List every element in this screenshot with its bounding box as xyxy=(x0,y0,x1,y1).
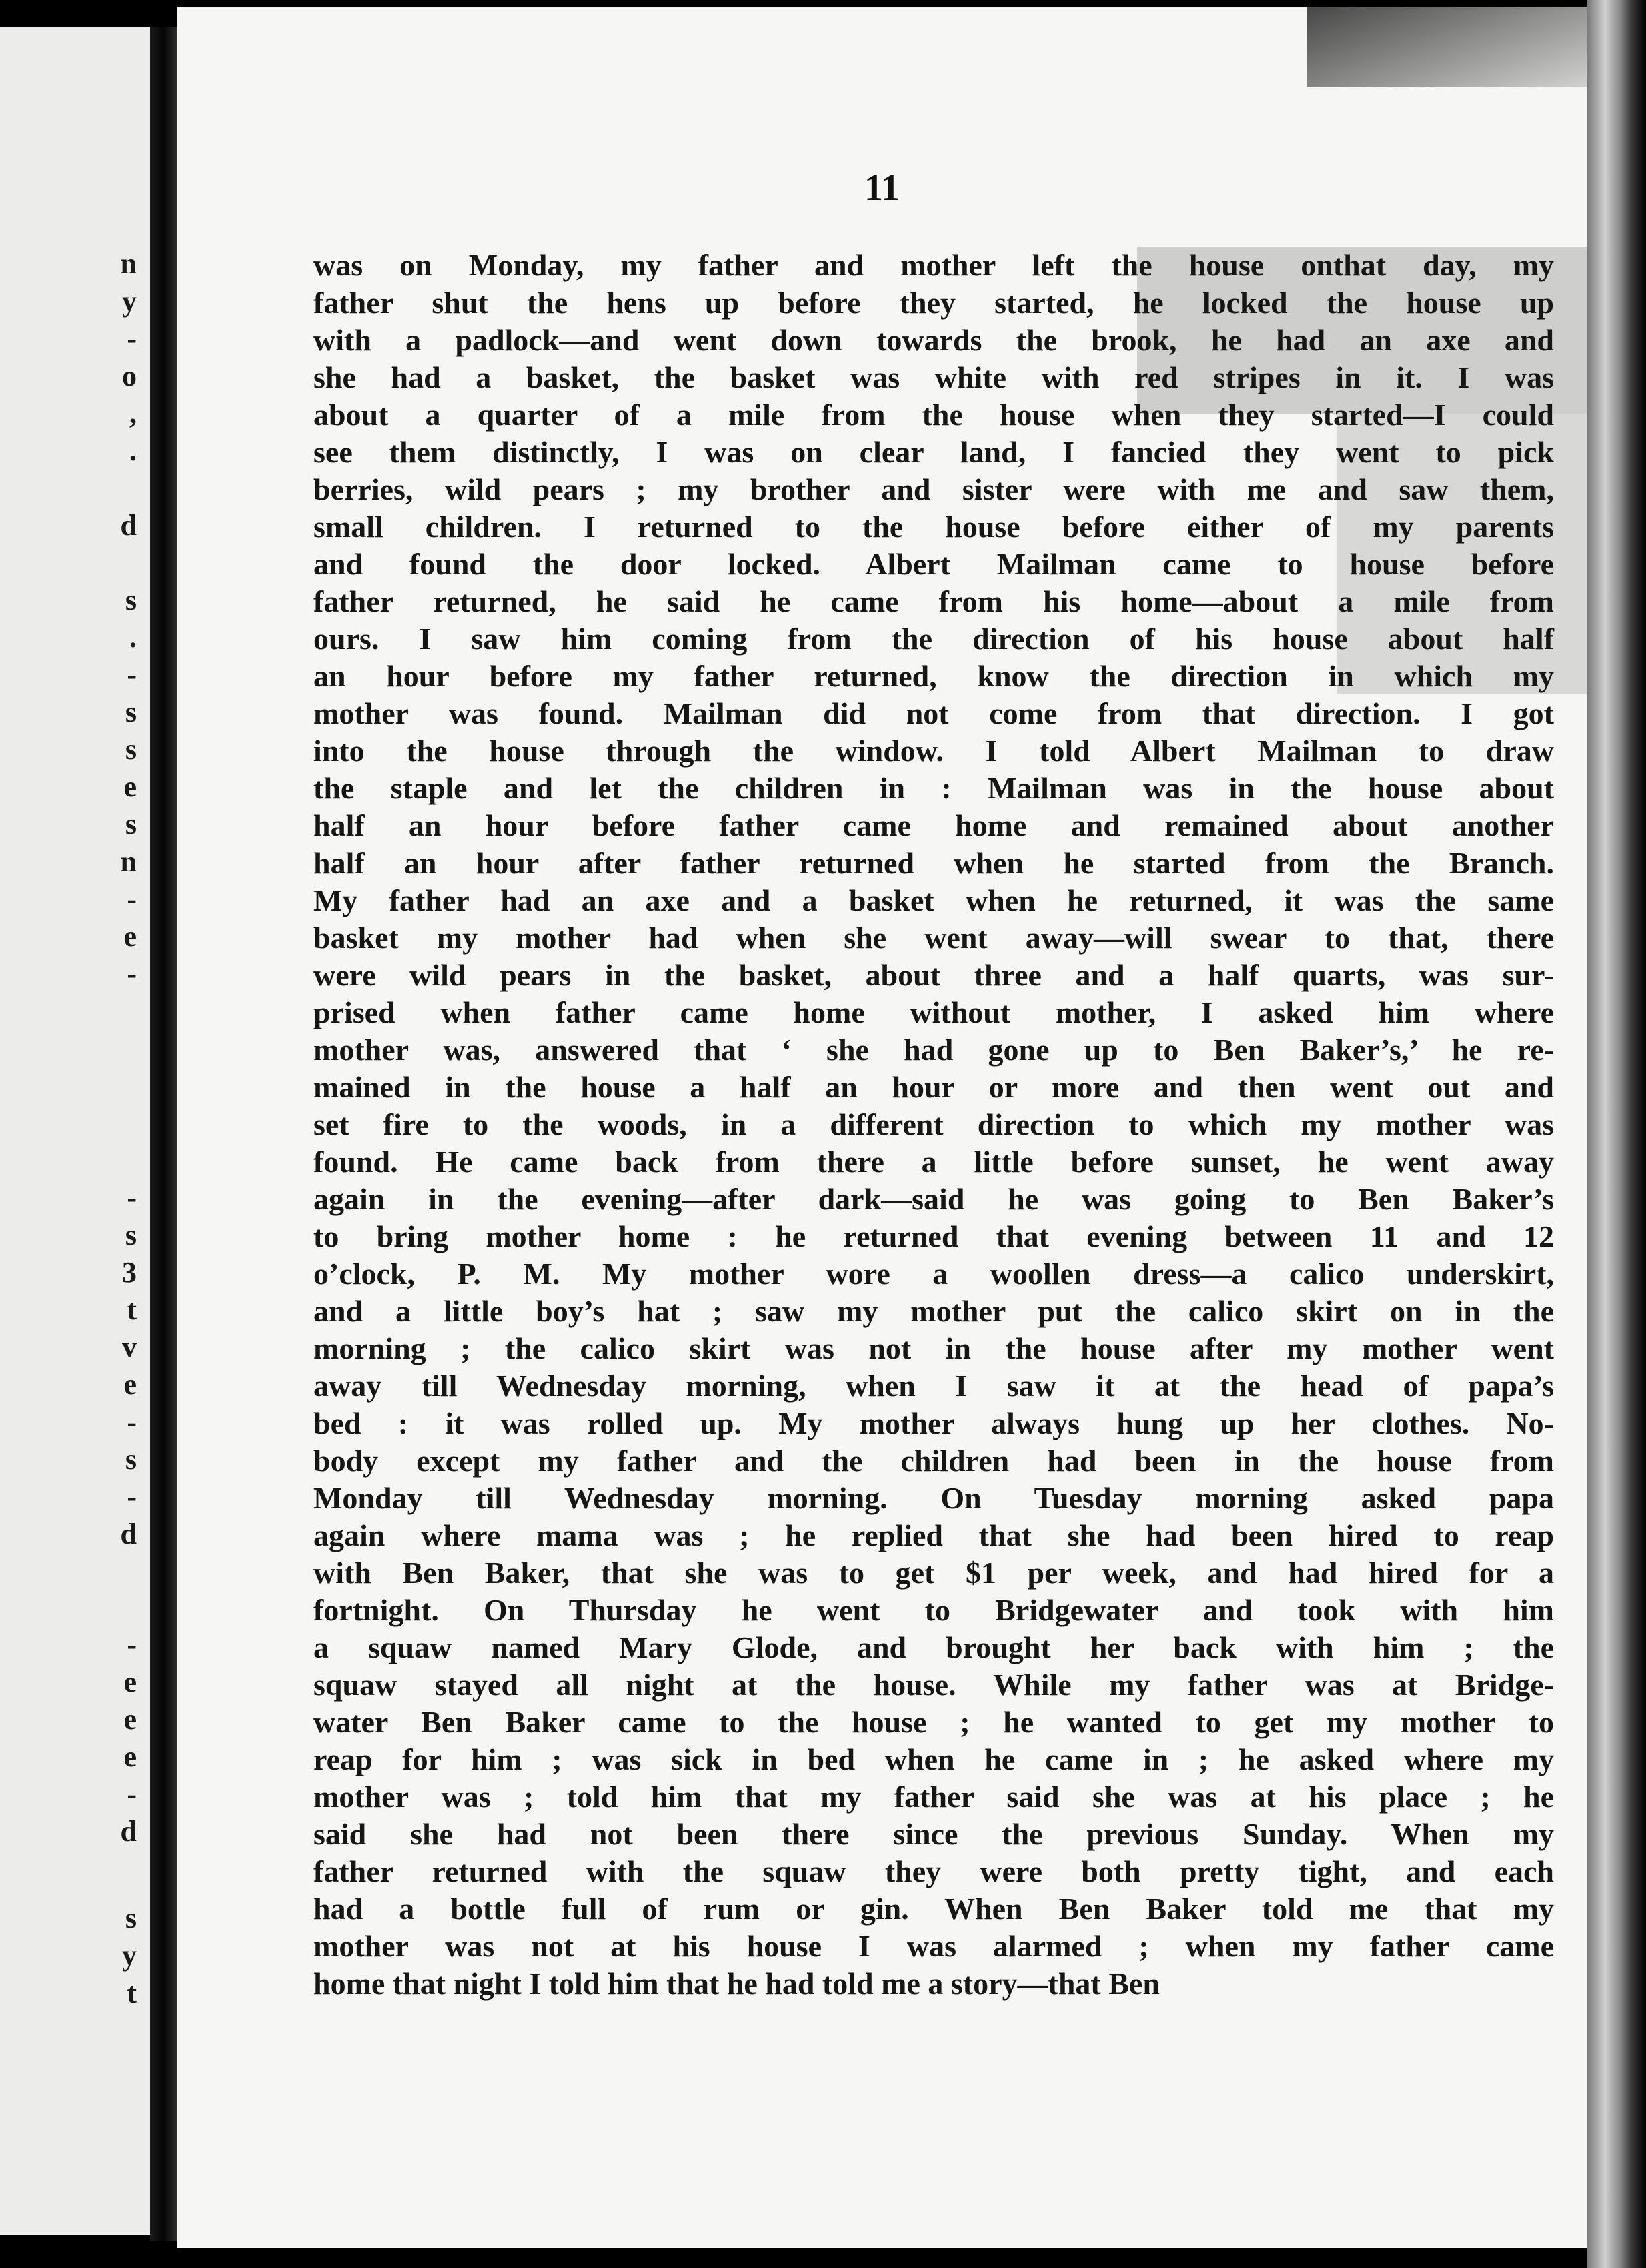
fragment-char: d xyxy=(120,1815,137,1848)
fragment-char: v xyxy=(122,1331,137,1363)
fragment-char: n xyxy=(120,845,137,878)
text-line: the staple and let the children in : Mailman was in the house about xyxy=(313,771,1554,805)
fragment-char: e xyxy=(123,770,137,803)
fragment-char: s xyxy=(125,1902,137,1934)
fragment-char: s xyxy=(125,1219,137,1251)
fragment-char: t xyxy=(127,1293,137,1326)
text-line: Monday till Wednesday morning. On Tuesday morning asked papa xyxy=(313,1481,1554,1515)
text-line: prised when father came home without mother, I asked him where xyxy=(313,995,1554,1029)
text-line: was on Monday, my father and mother left the house onthat day, my xyxy=(313,248,1554,282)
text-line: body except my father and the children had been in the house from xyxy=(313,1444,1554,1478)
fragment-char: s xyxy=(125,1443,137,1476)
text-line: set fire to the woods, in a different direction to which my mother was xyxy=(313,1107,1554,1141)
text-line: and a little boy’s hat ; saw my mother put the calico skirt on in the xyxy=(313,1294,1554,1328)
fragment-char: - xyxy=(127,1181,137,1214)
text-line: mained in the house a half an hour or more and then went out and xyxy=(313,1070,1554,1104)
text-line: home that night I told him that he had told me a story—that Ben xyxy=(313,1966,1160,2001)
fragment-char: 3 xyxy=(122,1256,137,1289)
text-line: father returned with the squaw they were both pretty tight, and each xyxy=(313,1854,1554,1888)
fragment-char: y xyxy=(122,285,137,318)
text-line: basket my mother had when she went away—will swear to that, there xyxy=(313,921,1554,955)
fragment-char: n xyxy=(120,247,137,280)
fragment-char: - xyxy=(127,1778,137,1810)
text-line: mother was found. Mailman did not come from that direction. I got xyxy=(313,696,1554,730)
fragment-char: , xyxy=(129,397,137,430)
text-line: bed : it was rolled up. My mother always hung up her clothes. No- xyxy=(313,1406,1554,1440)
text-line: again in the evening—after dark—said he was going to Ben Baker’s xyxy=(313,1182,1554,1216)
fragment-char: . xyxy=(129,434,137,467)
text-line: mother was not at his house I was alarmed ; when my father came xyxy=(313,1929,1554,1963)
facing-page-edge xyxy=(0,27,150,2235)
text-line: mother was, answered that ‘ she had gone up to Ben Baker’s,’ he re- xyxy=(313,1033,1554,1067)
text-line: she had a basket, the basket was white with red stripes in it. I was xyxy=(313,360,1554,394)
fragment-char: e xyxy=(123,1368,137,1401)
fragment-char: o xyxy=(122,360,137,392)
text-line: with Ben Baker, that she was to get $1 per week, and had hired for a xyxy=(313,1556,1554,1590)
text-line: were wild pears in the basket, about three and a half quarts, was sur- xyxy=(313,958,1554,992)
fragment-char: d xyxy=(120,509,137,542)
text-line: half an hour before father came home and remained about another xyxy=(313,808,1554,842)
fragment-char: e xyxy=(123,920,137,953)
text-line: again where mama was ; he replied that she had been hired to reap xyxy=(313,1518,1554,1552)
fragment-char: - xyxy=(127,1480,137,1513)
fragment-char: y xyxy=(122,1939,137,1972)
fragment-char: e xyxy=(123,1666,137,1698)
text-line: away till Wednesday morning, when I saw it at the head of papa’s xyxy=(313,1369,1554,1403)
text-line: an hour before my father returned, know the direction in which my xyxy=(313,659,1554,693)
text-line: reap for him ; was sick in bed when he came in ; he asked where my xyxy=(313,1742,1554,1776)
text-line: o’clock, P. M. My mother wore a woollen dress—a calico underskirt, xyxy=(313,1257,1554,1291)
fragment-char: . xyxy=(129,621,137,654)
text-line: half an hour after father returned when he started from the Branch. xyxy=(313,846,1554,880)
book-gutter xyxy=(150,27,177,2241)
fragment-char: - xyxy=(127,957,137,990)
fragment-char: s xyxy=(125,733,137,766)
fragment-char: s xyxy=(125,584,137,616)
text-line: ours. I saw him coming from the direction of his house about half xyxy=(313,622,1554,656)
text-line: found. He came back from there a little before sunset, he went away xyxy=(313,1145,1554,1179)
text-line: said she had not been there since the previous Sunday. When my xyxy=(313,1817,1554,1851)
text-line: mother was ; told him that my father said she was at his place ; he xyxy=(313,1780,1554,1814)
text-line: and found the door locked. Albert Mailman came to house before xyxy=(313,547,1554,581)
fragment-char: - xyxy=(127,322,137,355)
text-line: My father had an axe and a basket when he returned, it was the same xyxy=(313,883,1554,917)
text-line: father shut the hens up before they started, he locked the house up xyxy=(313,286,1554,320)
text-line: water Ben Baker came to the house ; he wanted to get my mother to xyxy=(313,1705,1554,1739)
fragment-char: - xyxy=(127,1628,137,1661)
text-line: see them distinctly, I was on clear land, I fancied they went to pick xyxy=(313,435,1554,469)
text-line: to bring mother home : he returned that evening between 11 and 12 xyxy=(313,1219,1554,1253)
scan-shadow xyxy=(1307,7,1587,87)
fragment-char: s xyxy=(125,808,137,840)
body-text xyxy=(313,247,1554,2003)
fragment-char: t xyxy=(127,1976,137,2009)
text-line: a squaw named Mary Glode, and brought her back with him ; the xyxy=(313,1630,1554,1664)
text-line: into the house through the window. I told Albert Mailman to draw xyxy=(313,734,1554,768)
text-line: morning ; the calico skirt was not in the house after my mother went xyxy=(313,1331,1554,1365)
fragment-char: e xyxy=(123,1703,137,1736)
text-line: fortnight. On Thursday he went to Bridgewater and took with him xyxy=(313,1593,1554,1627)
document-page xyxy=(177,7,1587,2248)
text-line: squaw stayed all night at the house. While my father was at Bridge- xyxy=(313,1668,1554,1702)
text-line: had a bottle full of rum or gin. When Ben Baker told me that my xyxy=(313,1892,1554,1926)
fragment-char: e xyxy=(123,1740,137,1773)
fragment-char: - xyxy=(127,658,137,691)
text-line: about a quarter of a mile from the house when they started—I could xyxy=(313,398,1554,432)
text-line: father returned, he said he came from his home—about a mile from xyxy=(313,584,1554,618)
page-edge-right xyxy=(1587,0,1646,2268)
fragment-char: - xyxy=(127,883,137,915)
fragment-char: d xyxy=(120,1518,137,1550)
page-number: 11 xyxy=(864,167,900,209)
text-line: berries, wild pears ; my brother and sister were with me and saw them, xyxy=(313,472,1554,506)
fragment-char: - xyxy=(127,1405,137,1438)
text-line: with a padlock—and went down towards the brook, he had an axe and xyxy=(313,323,1554,357)
fragment-char: s xyxy=(125,696,137,728)
text-line: small children. I returned to the house before either of my parents xyxy=(313,510,1554,544)
